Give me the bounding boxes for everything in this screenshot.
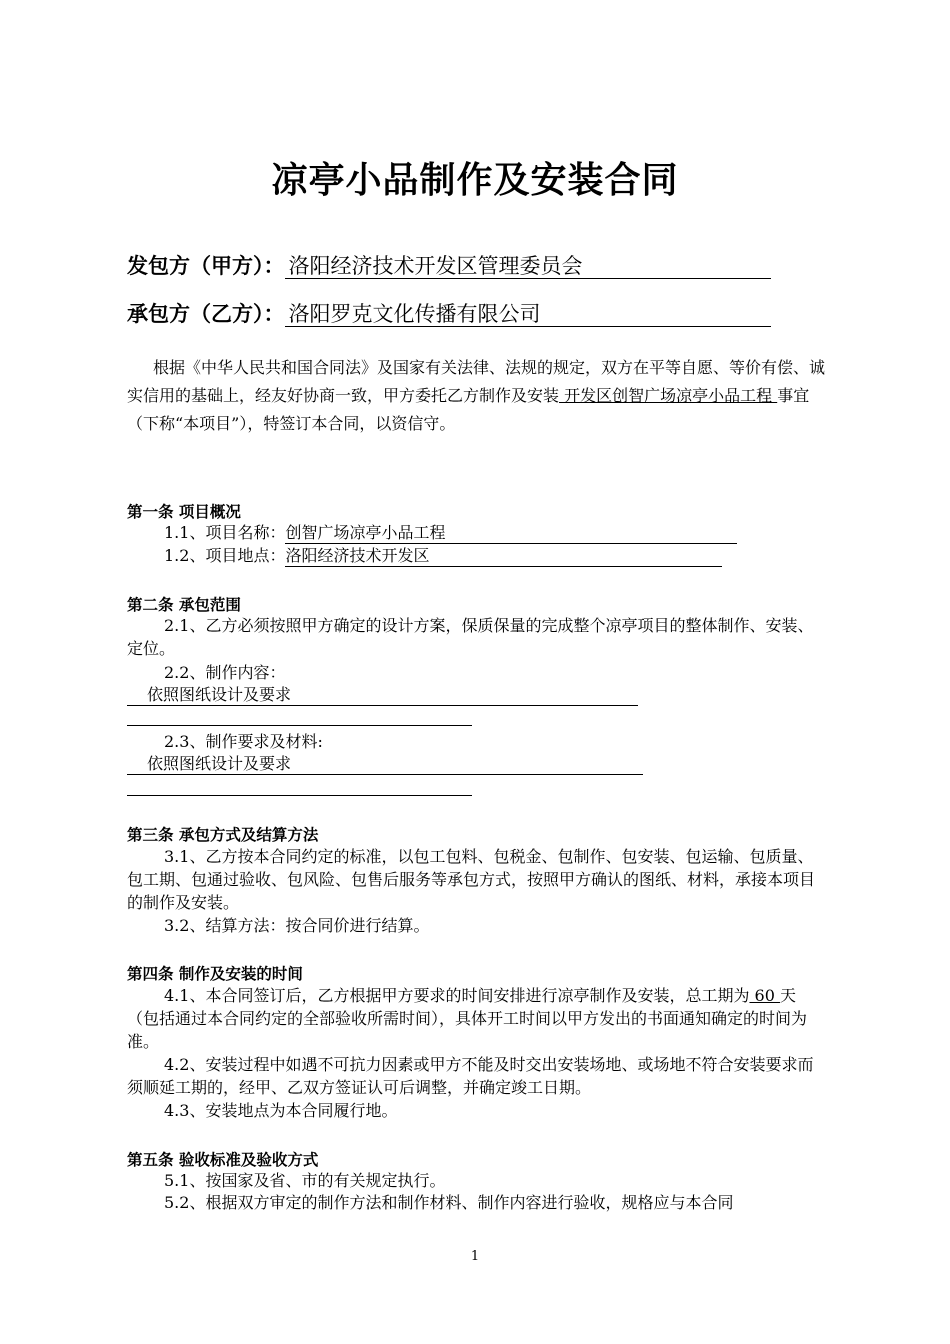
project-name-label: 1.1、项目名称： <box>164 523 286 542</box>
article-2-heading: 第二条 承包范围 <box>127 596 241 614</box>
clause-3-1: 3.1、乙方按本合同约定的标准，以包工包料、包税金、包制作、包安装、包运输、包质量、包工期、包通过验收、包风险、包售后服务等承包方式，按照甲方确认的图纸、材料，承接本项目的制作及安装。 <box>127 847 816 912</box>
project-location-value: 洛阳经济技术开发区 <box>285 546 722 567</box>
party-a-label: 发包方（甲方）： <box>127 254 285 278</box>
clause-2-2-value: 依照图纸设计及要求 <box>127 685 638 706</box>
clause-4-1 <box>127 984 824 1053</box>
clause-2-3-value-row <box>127 753 643 775</box>
clause-2-1: 2.1、乙方必须按照甲方确定的设计方案，保质保量的完成整个凉亭项目的整体制作、安装、定位。 <box>127 616 814 658</box>
clause-4-3: 4.3、安装地点为本合同履行地。 <box>164 1101 398 1120</box>
clause-5-1: 5.1、按国家及省、市的有关规定执行。 <box>164 1171 446 1190</box>
project-name-row <box>164 522 737 544</box>
clause-3-2: 3.2、结算方法：按合同价进行结算。 <box>164 916 430 935</box>
project-location-row <box>164 545 722 567</box>
page-number: 1 <box>470 1249 480 1264</box>
clause-2-3-value: 依照图纸设计及要求 <box>127 754 643 775</box>
project-name-value: 创智广场凉亭小品工程 <box>285 523 737 544</box>
clause-2-2-value-row <box>127 684 638 706</box>
intro-paragraph <box>127 354 827 438</box>
clause-4-2: 4.2、安装过程中如遇不可抗力因素或甲方不能及时交出安装场地、或场地不符合安装要求而须顺延工期的，经甲、乙双方签证认可后调整，并确定竣工日期。 <box>127 1055 814 1097</box>
intro-text-end: 事宜（下称“本项目”），特签订本合同，以资信守。 <box>127 386 810 433</box>
intro-text: 根据《中华人民共和国合同法》及国家有关法律、法规的规定，双方在平等自愿、等价有偿、诚实信用的基础上，经友好协商一致，甲方委托乙方制作及安装 <box>127 358 826 405</box>
article-4-heading: 第四条 制作及安装的时间 <box>127 965 303 983</box>
party-a-value: 洛阳经济技术开发区管理委员会 <box>285 254 771 279</box>
clause-2-2-label: 2.2、制作内容： <box>164 663 286 682</box>
party-b-label: 承包方（乙方）： <box>127 302 285 326</box>
duration-days: 60 <box>749 986 780 1005</box>
project-location-label: 1.2、项目地点： <box>164 546 286 565</box>
clause-4-1-text-end: 天（包括通过本合同约定的全部验收所需时间），具体开工时间以甲方发出的书面通知确定的时间为准。 <box>127 986 808 1051</box>
party-b-row <box>127 298 771 328</box>
article-5-heading: 第五条 验收标准及验收方式 <box>127 1151 319 1169</box>
article-1-heading: 第一条 项目概况 <box>127 503 241 521</box>
clause-5-2: 5.2、根据双方审定的制作方法和制作材料、制作内容进行验收，规格应与本合同 <box>164 1193 734 1212</box>
blank-line <box>127 795 472 796</box>
contract-title: 凉亭小品制作及安装合同 <box>271 160 679 201</box>
clause-4-1-text: 4.1、本合同签订后，乙方根据甲方要求的时间安排进行凉亭制作及安装，总工期为 <box>164 986 750 1005</box>
party-b-value: 洛阳罗克文化传播有限公司 <box>285 302 771 327</box>
clause-2-3-label: 2.3、制作要求及材料: <box>164 732 323 751</box>
intro-project-name: 开发区创智广场凉亭小品工程 <box>559 386 778 405</box>
article-3-heading: 第三条 承包方式及结算方法 <box>127 826 319 844</box>
blank-line <box>127 725 472 726</box>
party-a-row <box>127 250 771 280</box>
